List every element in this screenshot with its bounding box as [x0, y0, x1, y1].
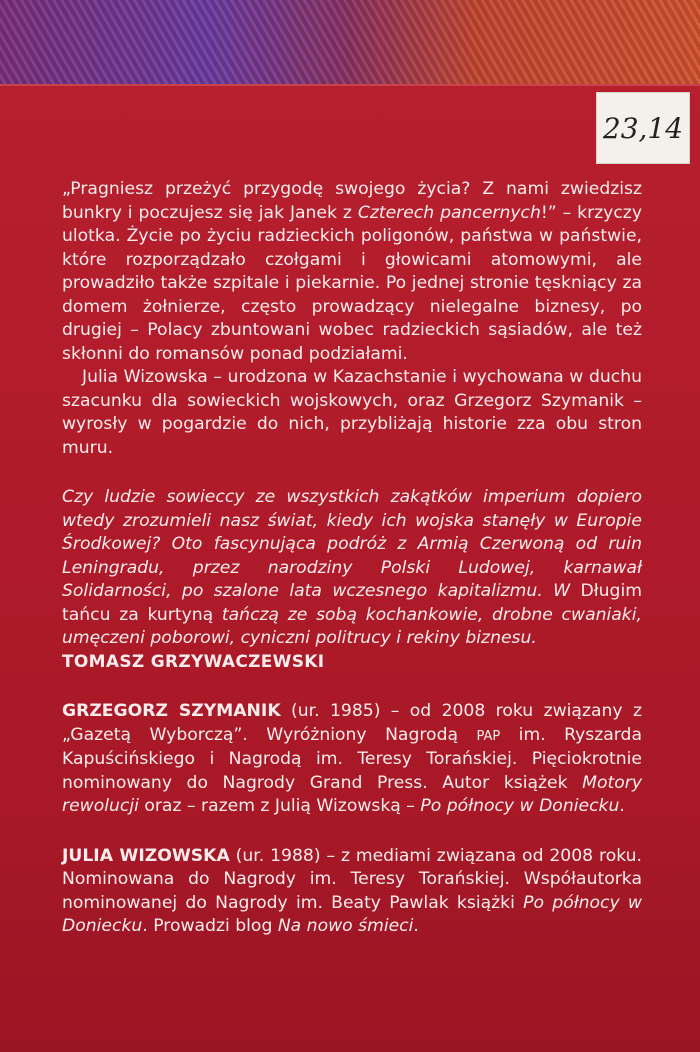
review-quote [62, 486, 642, 651]
bio-text: . [619, 796, 625, 816]
author-name: JULIA WIZOWSKA [62, 845, 230, 866]
book-title: Po północy w Doniecku [420, 796, 620, 816]
author-bio-szymanik [62, 700, 642, 819]
author-name: GRZEGORZ SZYMANIK [62, 701, 281, 721]
bio-text: . Prowadzi blog [142, 916, 278, 936]
price-sticker: 23,14 [596, 92, 690, 164]
knitted-fabric-background [0, 0, 700, 92]
book-title: Po północy w Doniecku [62, 892, 642, 936]
author-bio-wizowska [62, 845, 642, 939]
blurb-text: „Pragniesz przeżyć przygodę swojego życia? Z nami zwiedzisz bunkry i poczujesz się jak Janek z [62, 179, 642, 223]
bio-text: im. Ryszarda Kapuścińskiego i Nagrodą im. Teresy Torańskiej. Pięciokrotnie nominowany do Nagrody Grand Press. Autor książek [62, 724, 642, 793]
bio-text: (ur. 1985) – od 2008 roku związany z „Gazetą Wyborczą”. Wyróżniony Nagrodą [62, 701, 642, 745]
quote-text: tańczą ze sobą kochankowie, drobne cwaniaki, umęczeni poborowi, cyniczni politrucy i rekiny biznesu. [62, 604, 642, 648]
blurb-paragraph-2: Julia Wizowska – urodzona w Kazachstanie i wychowana w duchu szacunku dla sowieckich wojskowych, oraz Grzegorz Szymanik – wyrosły w pogardzie do nich, przybliżają historie zza obu stron muru. [62, 367, 642, 458]
bio-text: PAP [476, 728, 501, 744]
film-title: Czterech pancernych [357, 202, 541, 223]
quote-text: Czy ludzie sowieccy ze wszystkich zakątków imperium dopiero wtedy zrozumieli nasz świat, kiedy ich wojska stanęły w Europie Środkowej? Oto fascynująca podróż z Armią Czerwoną od ruin Leningradu, przez narodziny Polski Ludowej, karnawał Solidarności, po szalone lata wczesnego kapitalizmu. W [62, 487, 642, 601]
back-cover-text [62, 178, 642, 939]
book-title: Długim tańcu za kurtyną [62, 581, 642, 625]
quote-author: TOMASZ GRZYWACZEWSKI [62, 651, 325, 672]
bio-text: (ur. 1988) – z mediami związana od 2008 roku. Nominowana do Nagrody im. Teresy Torańskiej. Współautorka nominowanej do Nagrody im. Beaty Pawlak książki [62, 845, 642, 913]
blurb-paragraph-1 [62, 178, 642, 366]
blog-title: Na nowo śmieci [277, 916, 414, 936]
blurb-text: !” – krzyczy ulotka. Życie po życiu radzieckich poligonów, państwa w państwie, które rozporządzało czołgami i głowicami atomowymi, ale prowadziło także szpitale i piekarnie. Po jednej stronie tęskniący za domem żołnierze, często prowadzący nielegalne biznesy, po drugiej – Polacy zbuntowani wobec radzieckich sąsiadów, ale też skłonni do romansów ponad podziałami. [62, 202, 642, 364]
bio-text: . [413, 916, 419, 936]
book-title: Motory rewolucji [62, 772, 642, 816]
bio-text: oraz – razem z Julią Wizowską – [138, 796, 421, 816]
